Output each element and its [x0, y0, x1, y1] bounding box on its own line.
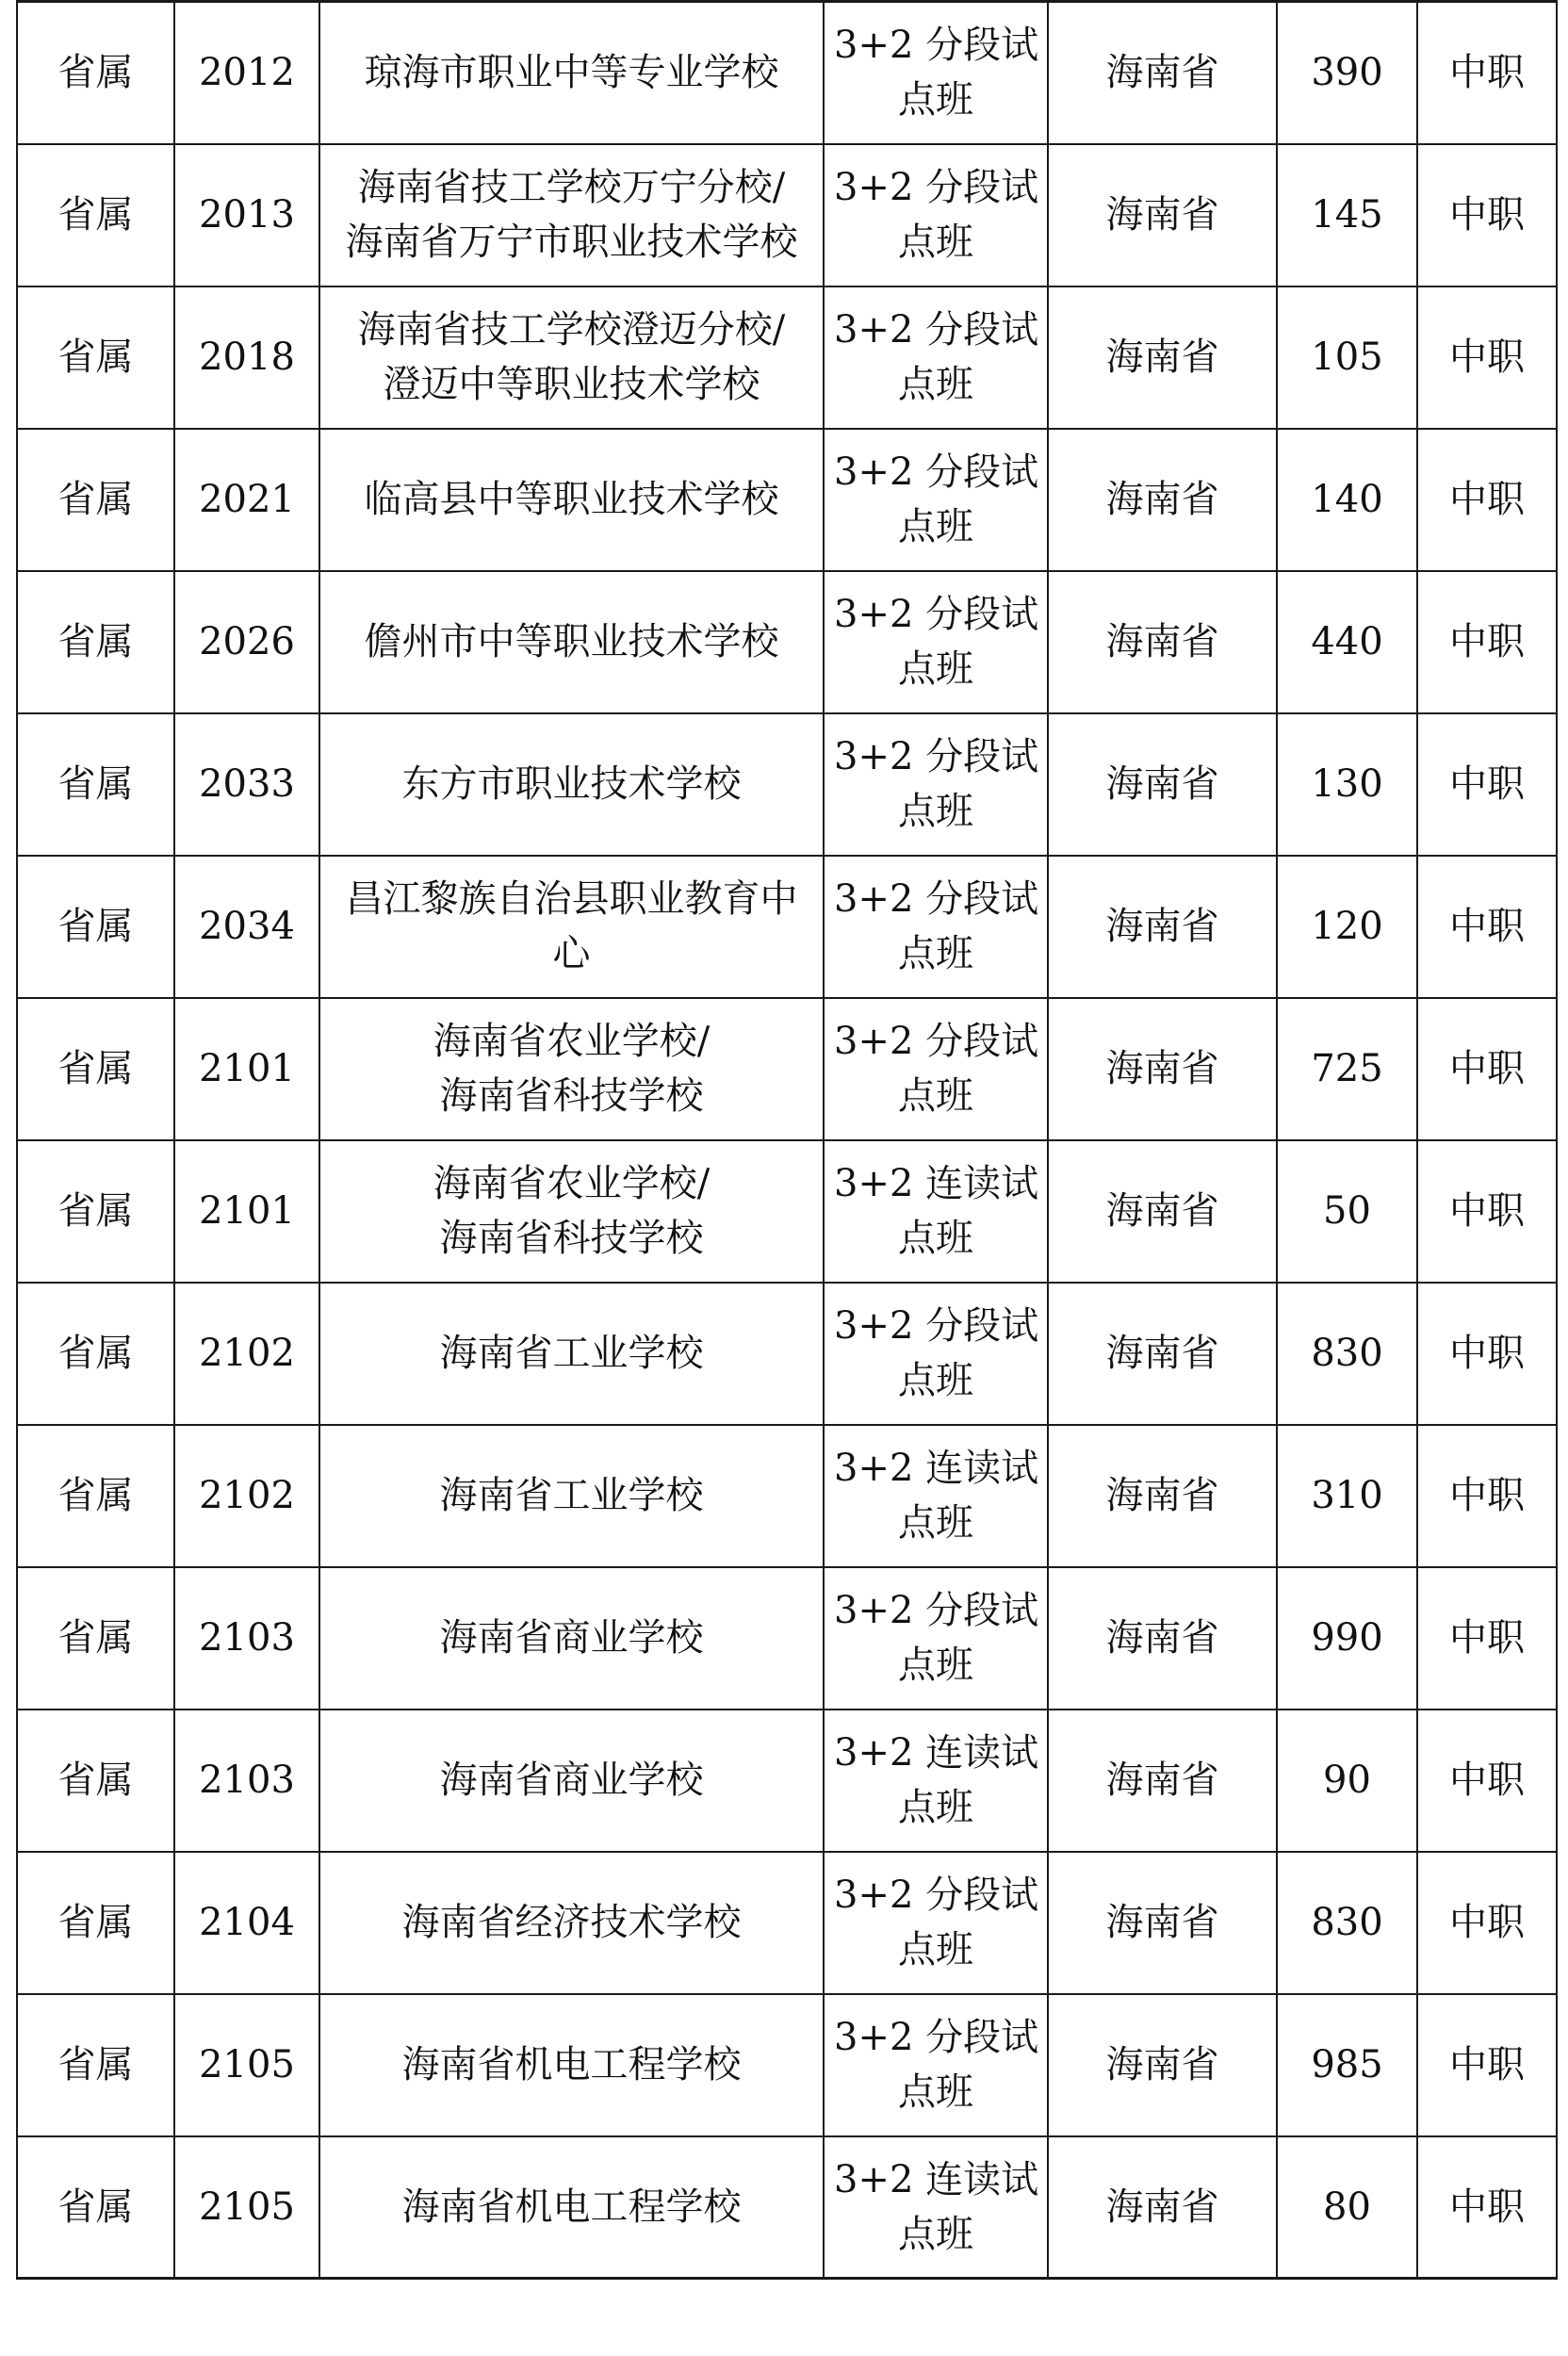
- region-cell: 海南省: [1048, 856, 1277, 998]
- program-type-line: 3+2 分段试: [834, 308, 1039, 352]
- table-row: [17, 1852, 1557, 1994]
- school-name-cell: [319, 1140, 824, 1283]
- affiliation-cell: 省属: [17, 144, 174, 286]
- school-name-cell: [319, 286, 824, 429]
- quota-cell: 50: [1277, 1140, 1417, 1283]
- quota-cell: 985: [1277, 1994, 1417, 2136]
- region-cell: 海南省: [1048, 1425, 1277, 1567]
- program-type-cell: [824, 1567, 1048, 1710]
- program-type-cell: [824, 286, 1048, 429]
- affiliation-cell: 省属: [17, 856, 174, 998]
- affiliation-cell: 省属: [17, 429, 174, 571]
- program-type-cell: [824, 144, 1048, 286]
- level-cell: 中职: [1417, 1140, 1557, 1283]
- program-type-cell: [824, 1425, 1048, 1567]
- school-name-line: 海南省科技学校: [439, 1217, 704, 1260]
- code-cell: 2033: [174, 713, 319, 856]
- quota-cell: 120: [1277, 856, 1417, 998]
- school-name-cell: [319, 2, 824, 144]
- school-name-line: 澄迈中等职业技术学校: [383, 363, 760, 406]
- code-cell: 2103: [174, 1567, 319, 1710]
- school-name-cell: [319, 1567, 824, 1710]
- program-type-cell: [824, 1994, 1048, 2136]
- code-cell: 2102: [174, 1283, 319, 1425]
- code-cell: 2018: [174, 286, 319, 429]
- program-type-cell: [824, 713, 1048, 856]
- school-name-cell: [319, 571, 824, 713]
- quota-cell: 105: [1277, 286, 1417, 429]
- affiliation-cell: 省属: [17, 1710, 174, 1852]
- affiliation-cell: 省属: [17, 1994, 174, 2136]
- table-body: [17, 2, 1557, 2279]
- table-row: [17, 2136, 1557, 2279]
- table-row: [17, 571, 1557, 713]
- program-type-line: 3+2 分段试: [834, 1873, 1039, 1917]
- table-row: [17, 856, 1557, 998]
- level-cell: 中职: [1417, 429, 1557, 571]
- program-type-line: 点班: [898, 363, 973, 406]
- level-cell: 中职: [1417, 2, 1557, 144]
- table-row: [17, 1567, 1557, 1710]
- code-cell: 2101: [174, 998, 319, 1140]
- quota-cell: 130: [1277, 713, 1417, 856]
- school-name-line: 儋州市中等职业技术学校: [364, 620, 779, 663]
- quota-cell: 830: [1277, 1283, 1417, 1425]
- enrollment-table: [16, 0, 1558, 2280]
- school-name-cell: [319, 856, 824, 998]
- program-type-line: 点班: [898, 790, 973, 833]
- school-name-line: 海南省商业学校: [439, 1616, 704, 1660]
- school-name-cell: [319, 1994, 824, 2136]
- program-type-line: 3+2 分段试: [834, 1304, 1039, 1348]
- program-type-cell: [824, 1710, 1048, 1852]
- program-type-line: 3+2 分段试: [834, 593, 1039, 636]
- level-cell: 中职: [1417, 856, 1557, 998]
- region-cell: 海南省: [1048, 2, 1277, 144]
- affiliation-cell: 省属: [17, 1567, 174, 1710]
- level-cell: 中职: [1417, 144, 1557, 286]
- school-name-line: 海南省机电工程学校: [401, 2043, 742, 2086]
- school-name-cell: [319, 1710, 824, 1852]
- program-type-line: 3+2 分段试: [834, 24, 1039, 68]
- level-cell: 中职: [1417, 1710, 1557, 1852]
- code-cell: 2013: [174, 144, 319, 286]
- table-row: [17, 286, 1557, 429]
- region-cell: 海南省: [1048, 1994, 1277, 2136]
- code-cell: 2101: [174, 1140, 319, 1283]
- school-name-line: 东方市职业技术学校: [401, 762, 742, 806]
- school-name-line: 海南省技工学校澄迈分校/: [357, 308, 786, 352]
- school-name-cell: [319, 1425, 824, 1567]
- school-name-line: 琼海市职业中等专业学校: [364, 51, 779, 95]
- school-name-line: 海南省农业学校/: [433, 1162, 710, 1205]
- affiliation-cell: 省属: [17, 713, 174, 856]
- table-row: [17, 998, 1557, 1140]
- program-type-cell: [824, 1140, 1048, 1283]
- affiliation-cell: 省属: [17, 1425, 174, 1567]
- quota-cell: 80: [1277, 2136, 1417, 2279]
- school-name-line: 昌江黎族自治县职业教育中: [345, 877, 798, 921]
- affiliation-cell: 省属: [17, 1283, 174, 1425]
- table-row: [17, 2, 1557, 144]
- level-cell: 中职: [1417, 286, 1557, 429]
- region-cell: 海南省: [1048, 1283, 1277, 1425]
- program-type-line: 3+2 连读试: [834, 1731, 1039, 1775]
- table-row: [17, 1283, 1557, 1425]
- program-type-cell: [824, 429, 1048, 571]
- code-cell: 2104: [174, 1852, 319, 1994]
- program-type-cell: [824, 856, 1048, 998]
- quota-cell: 390: [1277, 2, 1417, 144]
- school-name-line: 海南省技工学校万宁分校/: [357, 166, 786, 209]
- table-row: [17, 1140, 1557, 1283]
- program-type-line: 点班: [898, 1359, 973, 1402]
- quota-cell: 145: [1277, 144, 1417, 286]
- level-cell: 中职: [1417, 998, 1557, 1140]
- school-name-line: 海南省万宁市职业技术学校: [345, 221, 798, 264]
- level-cell: 中职: [1417, 571, 1557, 713]
- school-name-line: 海南省农业学校/: [433, 1020, 710, 1063]
- quota-cell: 725: [1277, 998, 1417, 1140]
- program-type-line: 3+2 分段试: [834, 450, 1039, 494]
- program-type-line: 点班: [898, 1217, 973, 1260]
- region-cell: 海南省: [1048, 1710, 1277, 1852]
- program-type-line: 点班: [898, 1786, 973, 1829]
- program-type-line: 3+2 分段试: [834, 1589, 1039, 1632]
- program-type-line: 3+2 分段试: [834, 2016, 1039, 2059]
- quota-cell: 310: [1277, 1425, 1417, 1567]
- program-type-line: 点班: [898, 1644, 973, 1687]
- school-name-cell: [319, 144, 824, 286]
- code-cell: 2021: [174, 429, 319, 571]
- program-type-line: 3+2 分段试: [834, 1020, 1039, 1063]
- affiliation-cell: 省属: [17, 2, 174, 144]
- affiliation-cell: 省属: [17, 1852, 174, 1994]
- quota-cell: 90: [1277, 1710, 1417, 1852]
- region-cell: 海南省: [1048, 1852, 1277, 1994]
- school-name-line: 海南省科技学校: [439, 1074, 704, 1118]
- level-cell: 中职: [1417, 1283, 1557, 1425]
- school-name-cell: [319, 429, 824, 571]
- program-type-cell: [824, 1852, 1048, 1994]
- affiliation-cell: 省属: [17, 286, 174, 429]
- level-cell: 中职: [1417, 1852, 1557, 1994]
- school-name-line: 海南省工业学校: [439, 1474, 704, 1517]
- quota-cell: 990: [1277, 1567, 1417, 1710]
- level-cell: 中职: [1417, 1425, 1557, 1567]
- program-type-line: 点班: [898, 78, 973, 123]
- school-name-line: 心: [552, 932, 591, 975]
- quota-cell: 440: [1277, 571, 1417, 713]
- school-name-cell: [319, 998, 824, 1140]
- table-row: [17, 1994, 1557, 2136]
- program-type-line: 3+2 分段试: [834, 877, 1039, 921]
- affiliation-cell: 省属: [17, 2136, 174, 2279]
- region-cell: 海南省: [1048, 1140, 1277, 1283]
- code-cell: 2012: [174, 2, 319, 144]
- school-name-line: 海南省商业学校: [439, 1759, 704, 1802]
- affiliation-cell: 省属: [17, 998, 174, 1140]
- code-cell: 2103: [174, 1710, 319, 1852]
- program-type-line: 点班: [898, 221, 973, 264]
- affiliation-cell: 省属: [17, 1140, 174, 1283]
- program-type-line: 3+2 分段试: [834, 166, 1039, 209]
- code-cell: 2026: [174, 571, 319, 713]
- school-name-cell: [319, 713, 824, 856]
- table-row: [17, 144, 1557, 286]
- program-type-line: 3+2 连读试: [834, 2157, 1039, 2201]
- quota-cell: 830: [1277, 1852, 1417, 1994]
- region-cell: 海南省: [1048, 2136, 1277, 2279]
- table-row: [17, 713, 1557, 856]
- school-name-cell: [319, 1283, 824, 1425]
- affiliation-cell: 省属: [17, 571, 174, 713]
- school-name-line: 海南省工业学校: [439, 1332, 704, 1375]
- table-row: [17, 1425, 1557, 1567]
- code-cell: 2105: [174, 1994, 319, 2136]
- school-name-cell: [319, 1852, 824, 1994]
- program-type-line: 点班: [898, 1501, 973, 1545]
- level-cell: 中职: [1417, 1567, 1557, 1710]
- region-cell: 海南省: [1048, 571, 1277, 713]
- program-type-line: 3+2 连读试: [834, 1162, 1039, 1205]
- school-name-cell: [319, 2136, 824, 2279]
- region-cell: 海南省: [1048, 429, 1277, 571]
- program-type-line: 3+2 分段试: [834, 735, 1039, 778]
- code-cell: 2105: [174, 2136, 319, 2279]
- region-cell: 海南省: [1048, 713, 1277, 856]
- region-cell: 海南省: [1048, 998, 1277, 1140]
- program-type-cell: [824, 2, 1048, 144]
- table-row: [17, 1710, 1557, 1852]
- program-type-line: 点班: [898, 932, 973, 975]
- program-type-cell: [824, 998, 1048, 1140]
- quota-cell: 140: [1277, 429, 1417, 571]
- program-type-line: 点班: [898, 647, 973, 691]
- program-type-line: 点班: [898, 2212, 973, 2256]
- code-cell: 2034: [174, 856, 319, 998]
- school-name-line: 海南省机电工程学校: [401, 2184, 742, 2229]
- program-type-cell: [824, 1283, 1048, 1425]
- table-row: [17, 429, 1557, 571]
- code-cell: 2102: [174, 1425, 319, 1567]
- region-cell: 海南省: [1048, 1567, 1277, 1710]
- program-type-line: 点班: [898, 505, 973, 548]
- program-type-cell: [824, 571, 1048, 713]
- school-name-line: 临高县中等职业技术学校: [364, 478, 779, 521]
- program-type-line: 点班: [898, 1928, 973, 1972]
- school-name-line: 海南省经济技术学校: [401, 1901, 742, 1944]
- region-cell: 海南省: [1048, 286, 1277, 429]
- level-cell: 中职: [1417, 2136, 1557, 2279]
- program-type-line: 3+2 连读试: [834, 1447, 1039, 1490]
- program-type-cell: [824, 2136, 1048, 2279]
- region-cell: 海南省: [1048, 144, 1277, 286]
- program-type-line: 点班: [898, 2070, 973, 2114]
- level-cell: 中职: [1417, 1994, 1557, 2136]
- program-type-line: 点班: [898, 1074, 973, 1118]
- level-cell: 中职: [1417, 713, 1557, 856]
